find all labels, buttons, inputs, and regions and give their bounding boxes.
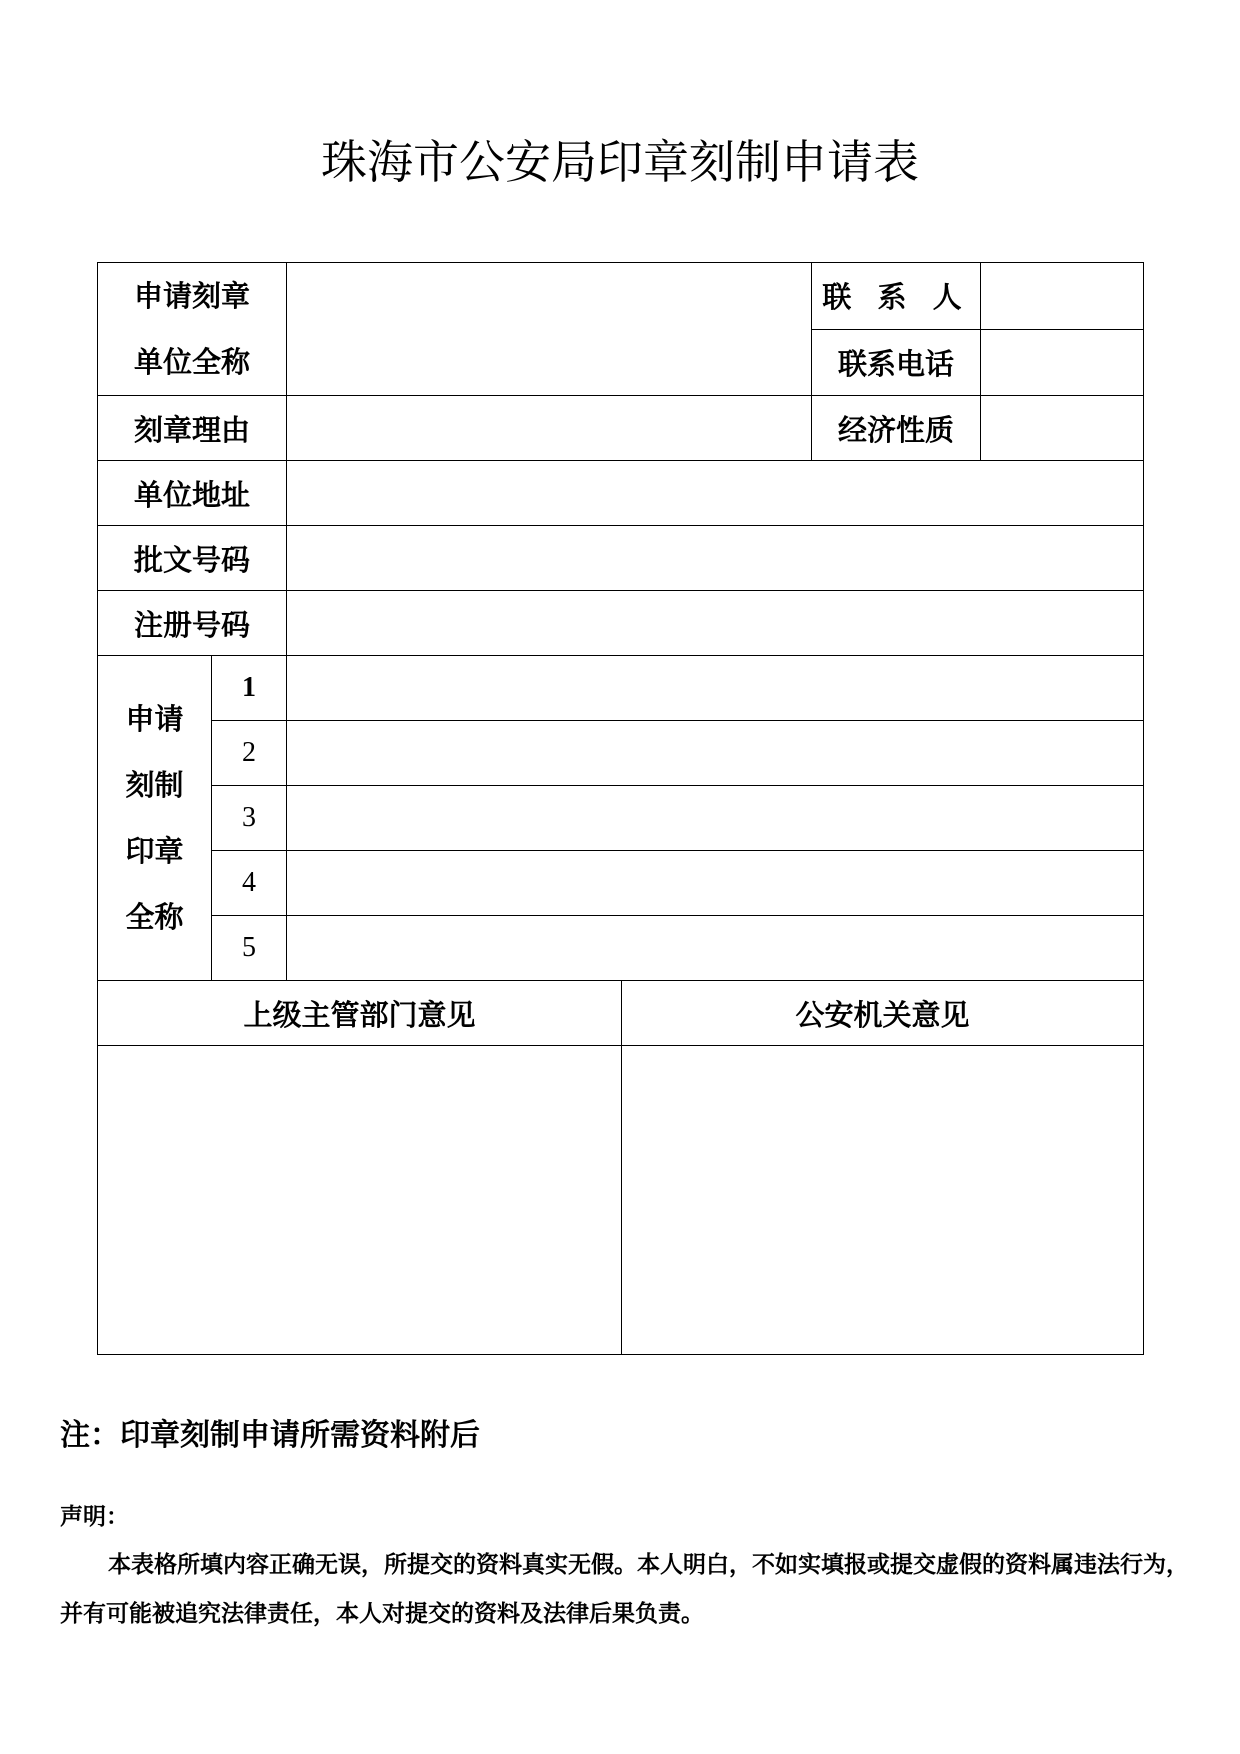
seal-name-row xyxy=(98,786,1144,851)
unit-address-label-cell xyxy=(98,461,287,526)
seal-name-row xyxy=(98,916,1144,981)
note-heading: 注：印章刻制申请所需资料附后 xyxy=(60,1418,480,1453)
reason-label: 刻章理由 xyxy=(134,412,251,447)
seal-row-number: 1 xyxy=(212,656,287,721)
police-opinion-field[interactable] xyxy=(622,1046,1144,1355)
page-title: 珠海市公安局印章刻制申请表 xyxy=(321,135,919,189)
applicant-unit-label: 申请刻章 单位全称 xyxy=(134,279,251,379)
opinion-body-row xyxy=(98,1046,1144,1355)
registration-number-label: 注册号码 xyxy=(134,607,251,642)
registration-number-field[interactable] xyxy=(287,591,1144,656)
supervisor-opinion-header: 上级主管部门意见 xyxy=(98,981,622,1046)
applicant-unit-field[interactable] xyxy=(287,263,812,396)
approval-number-label-cell xyxy=(98,526,287,591)
approval-number-label: 批文号码 xyxy=(134,542,251,577)
contact-person-label: 联 系 人 xyxy=(822,280,970,315)
reason-field[interactable] xyxy=(287,396,812,461)
seal-row-number: 4 xyxy=(212,851,287,916)
economic-nature-label-cell xyxy=(812,396,981,461)
statement-text: 本表格所填内容正确无误，所提交的资料真实无假。本人明白，不如实填报或提交虚假的资料属违法行为，并有可能被追究法律责任，本人对提交的资料及法律后果负责。 xyxy=(60,1551,1189,1627)
seal-names-label: 申请 刻制 印章 全称 xyxy=(125,702,184,934)
unit-address-field[interactable] xyxy=(287,461,1144,526)
contact-person-label-cell xyxy=(812,263,981,330)
seal-row-number: 3 xyxy=(212,786,287,851)
seal-name-field-4[interactable] xyxy=(287,851,1144,916)
contact-phone-field[interactable] xyxy=(981,329,1144,396)
contact-phone-label-cell xyxy=(812,329,981,396)
registration-number-label-cell xyxy=(98,591,287,656)
seal-name-field-3[interactable] xyxy=(287,786,1144,851)
seal-row-number: 5 xyxy=(212,916,287,981)
applicant-unit-label-cell xyxy=(98,263,287,396)
seal-name-row xyxy=(98,851,1144,916)
form-row-approval-number xyxy=(98,526,1144,591)
seal-row-number: 2 xyxy=(212,721,287,786)
opinion-header-row xyxy=(98,981,1144,1046)
form-row-reason xyxy=(98,396,1144,461)
application-form-table xyxy=(97,262,1144,1355)
seal-name-field-1[interactable] xyxy=(287,656,1144,721)
seal-name-field-5[interactable] xyxy=(287,916,1144,981)
contact-phone-label: 联系电话 xyxy=(838,346,955,381)
form-row-unit-address xyxy=(98,461,1144,526)
form-row-applicant-contact xyxy=(98,263,1144,330)
seal-names-label-cell xyxy=(98,656,212,981)
approval-number-field[interactable] xyxy=(287,526,1144,591)
seal-name-field-2[interactable] xyxy=(287,721,1144,786)
unit-address-label: 单位地址 xyxy=(134,477,251,512)
seal-name-row xyxy=(98,656,1144,721)
economic-nature-label: 经济性质 xyxy=(838,412,955,447)
seal-name-row xyxy=(98,721,1144,786)
reason-label-cell xyxy=(98,396,287,461)
economic-nature-field[interactable] xyxy=(981,396,1144,461)
statement-label: 声明： xyxy=(60,1503,129,1530)
form-row-registration-number xyxy=(98,591,1144,656)
supervisor-opinion-field[interactable] xyxy=(98,1046,622,1355)
police-opinion-header: 公安机关意见 xyxy=(622,981,1144,1046)
contact-person-field[interactable] xyxy=(981,263,1144,330)
